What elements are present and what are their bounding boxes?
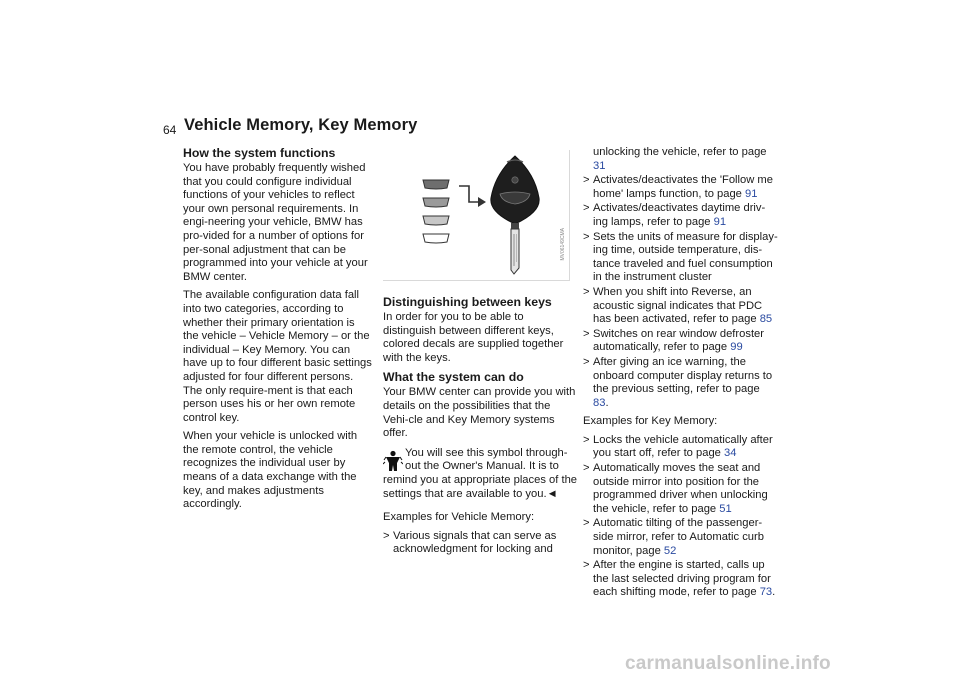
- list-item-continued: unlocking the vehicle, refer to page 31: [593, 146, 767, 172]
- list-item: > After giving an ice warning, the onboard computer display returns to the previous setting, refer to page 83.: [583, 356, 778, 410]
- key-decals-figure: [383, 150, 570, 281]
- arrow-head: [478, 197, 486, 207]
- page-reference-link[interactable]: 99: [730, 341, 743, 354]
- vehicle-memory-list: [383, 530, 578, 557]
- paragraph: In order for you to be able to distinguish between different keys, colored decals are supplied together with the keys.: [383, 311, 564, 364]
- column-left: [183, 146, 373, 517]
- page-reference-link[interactable]: 52: [663, 544, 677, 557]
- list-item: > Various signals that can serve as acknowledgment for locking and: [383, 530, 578, 557]
- decal-dark: [423, 180, 449, 189]
- paragraph: The available configuration data fall into two categories, according to whether their primary orientation is the vehicle – Vehicle Memory – or the individual – Key Memory. You can have up to four different basic settings adjusted for four different persons. The only require-ment is that each person uses his or her own remote control key.: [183, 289, 372, 424]
- list-item: > Automatic tilting of the passenger-side mirror, refer to Automatic curb monitor, page 52: [583, 517, 778, 558]
- column-middle: [383, 150, 578, 562]
- vehicle-memory-list-continued: [583, 146, 778, 410]
- person-memory-icon: [383, 450, 403, 472]
- list-item: > After the engine is started, calls up the last selected driving program for each shifting mode, refer to page 73.: [583, 559, 778, 600]
- page-reference-link[interactable]: 91: [745, 187, 758, 200]
- page-reference-link[interactable]: 85: [759, 313, 773, 326]
- decal-white: [423, 234, 449, 243]
- section-heading-what-system-can-do: What the system can do: [383, 370, 524, 385]
- paragraph: Your BMW center can provide you with details on the possibilities that the Vehi-cle and Key Memory systems offer.: [383, 386, 576, 440]
- note-text-line2: remind you at appropriate places of the settings that are available to you.: [383, 473, 578, 500]
- list-item: > When you shift into Reverse, an acoustic signal indicates that PDC has been activated, refer to page 85: [583, 286, 778, 327]
- paragraph: You have probably frequently wished that you could configure individual functions of your vehicles to reflect your own personal requirements. In engi-neering your vehicle, BMW has pro-vided for a number of options for per-sonal adjustment that can be programmed into your vehicle at your BMW center.: [183, 162, 368, 283]
- column-right: [583, 146, 778, 605]
- page-reference-link[interactable]: 91: [713, 215, 727, 228]
- page-reference-link[interactable]: 31: [593, 159, 606, 172]
- key-memory-list: [583, 434, 778, 600]
- decal-light: [423, 216, 449, 225]
- key-fob: [491, 156, 539, 224]
- key-blade: [511, 229, 519, 274]
- note-text-line1: You will see this symbol through-out the Owner's Manual. It is to: [405, 446, 568, 473]
- examples-key-label: Examples for Key Memory:: [583, 415, 718, 428]
- list-item: > Activates/deactivates daytime driv-ing lamps, refer to page 91: [583, 202, 778, 229]
- list-item: > Switches on rear window defroster automatically, refer to page 99: [583, 328, 778, 355]
- list-item: > Activates/deactivates the 'Follow me home' lamps function, to page 91: [583, 174, 778, 201]
- key-illustration: [383, 150, 569, 280]
- list-item: > Sets the units of measure for display-ing time, outside temperature, dis-tance traveled and fuel consumption in the instrument cluster: [583, 231, 778, 285]
- arrow-line: [459, 186, 479, 202]
- page-reference-link[interactable]: 34: [724, 447, 737, 460]
- decal-medium: [423, 198, 449, 207]
- section-heading-how-it-functions: How the system functions: [183, 146, 336, 160]
- figure-code: MV06149CMA: [560, 228, 567, 261]
- list-item: > Automatically moves the seat and outside mirror into position for the programmed driver when unlocking the vehicle, refer to page 51: [583, 462, 778, 516]
- memory-note: [383, 447, 578, 501]
- watermark: carmanualsonline.info: [625, 653, 831, 674]
- list-item: > Locks the vehicle automatically after you start off, refer to page 34: [583, 434, 778, 461]
- page-title: Vehicle Memory, Key Memory: [184, 116, 418, 134]
- paragraph: When your vehicle is unlocked with the remote control, the vehicle recognizes the individual user by means of a data exchange with the key, and makes adjustments accordingly.: [183, 430, 358, 511]
- page-number: 64: [163, 123, 177, 137]
- page-reference-link[interactable]: 83: [593, 396, 606, 409]
- end-mark: ◄: [546, 487, 558, 500]
- page-reference-link[interactable]: 73: [759, 586, 773, 599]
- section-heading-distinguishing-keys: Distinguishing between keys: [383, 295, 552, 309]
- page-reference-link[interactable]: 51: [719, 502, 732, 515]
- examples-vehicle-label: Examples for Vehicle Memory:: [383, 511, 535, 524]
